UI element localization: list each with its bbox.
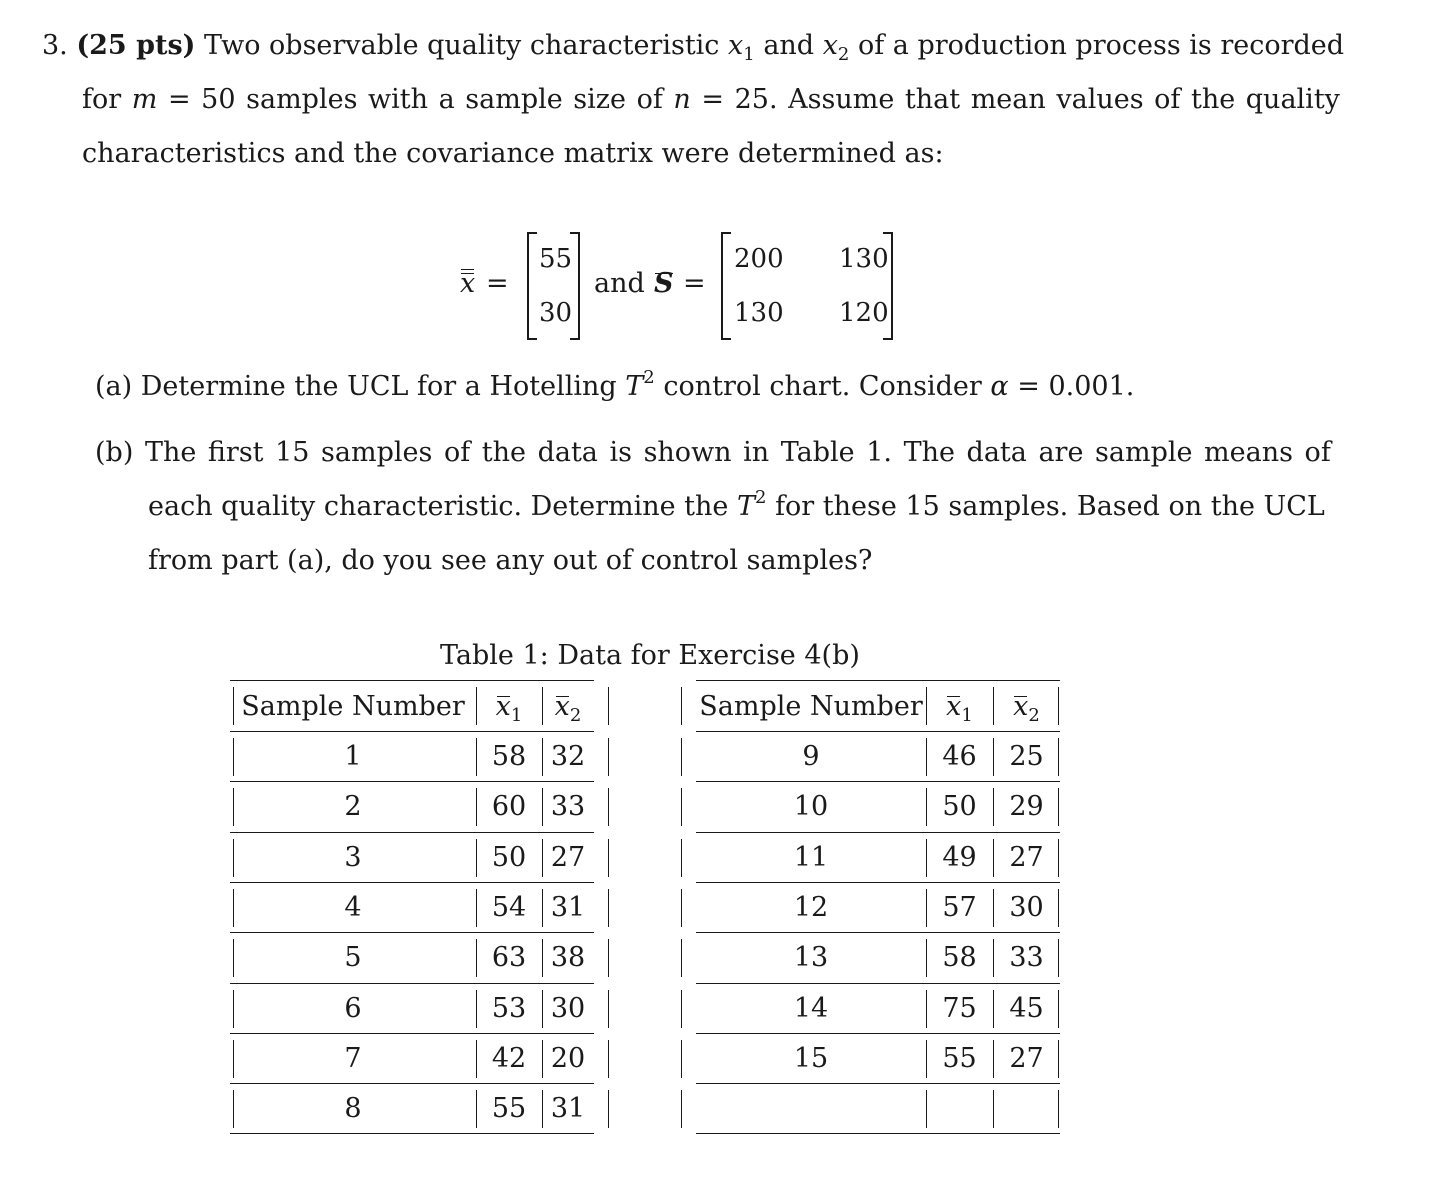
left-cell-x2: 38 (550, 942, 586, 974)
left-row-vline (608, 738, 609, 776)
left-cell-x2: 27 (550, 841, 586, 873)
left-row-vline (608, 839, 609, 877)
right-cell-x1: 46 (942, 741, 977, 772)
left-row-vline (608, 889, 609, 927)
problem-number: 3. (42, 30, 68, 61)
right-header-vline (926, 687, 927, 725)
right-cell-x2: 45 (1009, 992, 1044, 1024)
left-cell-x1: 58 (491, 741, 527, 772)
right-cell-sample-number: 10 (793, 791, 829, 823)
right-row-rule (696, 882, 1060, 883)
problem-line-1: 3. (25 pts) Two observable quality characteristic $x_1$ and $x_2$ of a production process is recorded (42, 30, 1345, 65)
left-row-vline (608, 788, 609, 826)
left-cell-x1: 53 (491, 992, 527, 1024)
right-row-vline (681, 1090, 682, 1128)
problem-points: (25 pts) (76, 30, 196, 61)
left-header-x1: $x_1$ (495, 691, 523, 726)
equals-1: = (486, 268, 509, 299)
mean-value-1: 55 (539, 244, 573, 274)
left-cell-sample-number: 2 (344, 791, 362, 823)
right-cell-x2: 27 (1009, 1042, 1044, 1074)
left-table-top-rule (230, 680, 594, 681)
right-cell-x2: 25 (1009, 741, 1044, 772)
left-cell-x2: 33 (550, 791, 586, 823)
right-table-top-rule (696, 680, 1060, 681)
left-header-vline (476, 687, 477, 725)
left-cell-x1: 50 (491, 841, 527, 873)
left-cell-sample-number: 5 (344, 942, 362, 974)
right-row-vline (681, 939, 682, 977)
right-header-vline (681, 687, 682, 725)
left-row-vline (608, 990, 609, 1028)
left-header-vline (233, 687, 234, 725)
left-cell-x2: 31 (550, 891, 586, 923)
right-row-vline (1058, 1090, 1059, 1128)
right-cell-sample-number: 13 (793, 942, 829, 974)
problem-line-3: characteristics and the covariance matrix were determined as: (82, 138, 944, 169)
left-row-vline (608, 939, 609, 977)
mean-bracket-right (570, 232, 580, 340)
left-cell-sample-number: 4 (344, 891, 362, 923)
right-cell-x2: 27 (1009, 841, 1044, 873)
left-row-vline (608, 1090, 609, 1128)
right-cell-x2: 33 (1009, 942, 1044, 974)
left-cell-x2: 32 (550, 741, 586, 772)
right-row-vline (681, 788, 682, 826)
left-header-x2: $x_2$ (554, 691, 582, 726)
part-b-label: (b) (95, 437, 134, 468)
part-a-label: (a) (95, 371, 133, 402)
left-row-rule (230, 1033, 594, 1034)
left-row-rule (230, 983, 594, 984)
cov-12: 130 (839, 244, 889, 274)
left-cell-x1: 60 (491, 791, 527, 823)
right-row-vline (681, 738, 682, 776)
right-row-vline (681, 889, 682, 927)
right-row-vline (681, 1040, 682, 1078)
right-header-x1: $x_1$ (946, 691, 973, 726)
left-header-vline (542, 687, 543, 725)
cov-bracket-right (883, 232, 893, 340)
left-cell-sample-number: 7 (344, 1042, 362, 1074)
left-header-sample-number: Sample Number (241, 691, 465, 722)
right-cell-x1: 58 (942, 942, 977, 974)
part-b-line-3: from part (a), do you see any out of control samples? (148, 545, 873, 576)
right-row-vline (993, 1090, 994, 1128)
right-header-sample-number: Sample Number (699, 691, 923, 722)
right-cell-sample-number: 14 (793, 992, 829, 1024)
left-cell-sample-number: 8 (344, 1093, 362, 1125)
left-cell-x1: 42 (491, 1042, 527, 1074)
right-cell-sample-number: 9 (802, 741, 820, 772)
table-caption: Table 1: Data for Exercise 4(b) (440, 640, 860, 671)
problem-line-2: for m = 50 samples with a sample size of n = 25. Assume that mean values of the quality (82, 84, 1340, 115)
right-cell-x2: 30 (1009, 891, 1044, 923)
equals-2: = (683, 268, 706, 299)
right-row-vline (681, 839, 682, 877)
right-row-rule (696, 731, 1060, 732)
cov-11: 200 (734, 244, 784, 274)
xbar-label: x (460, 268, 476, 299)
right-row-rule (696, 1083, 1060, 1084)
cov-22: 120 (839, 298, 889, 328)
and-text: and (594, 268, 645, 299)
left-cell-sample-number: 1 (344, 741, 362, 772)
s-label: S (654, 268, 674, 299)
left-row-rule (230, 731, 594, 732)
right-cell-x1: 55 (942, 1042, 977, 1074)
right-cell-sample-number: 12 (793, 891, 829, 923)
right-row-vline (926, 1090, 927, 1128)
part-b-line-1: (b) The first 15 samples of the data is shown in Table 1. The data are sample means of (95, 437, 1331, 468)
right-cell-x1: 57 (942, 891, 977, 923)
right-row-rule (696, 1033, 1060, 1034)
left-cell-x2: 30 (550, 992, 586, 1024)
cov-21: 130 (734, 298, 784, 328)
left-row-rule (230, 832, 594, 833)
left-row-rule (230, 932, 594, 933)
right-header-x2: $x_2$ (1013, 691, 1040, 726)
left-table-bottom-rule (230, 1133, 594, 1134)
part-b-line-2: each quality characteristic. Determine the $T^2$ for these 15 samples. Based on the UCL (148, 487, 1325, 522)
left-cell-x1: 63 (491, 942, 527, 974)
right-cell-x2: 29 (1009, 791, 1044, 823)
left-row-rule (230, 1083, 594, 1084)
right-cell-x1: 75 (942, 992, 977, 1024)
left-cell-x1: 54 (491, 891, 527, 923)
right-header-vline (1058, 687, 1059, 725)
right-row-rule (696, 781, 1060, 782)
left-row-rule (230, 781, 594, 782)
left-header-vline (608, 687, 609, 725)
right-cell-sample-number: 11 (793, 841, 829, 873)
left-cell-sample-number: 3 (344, 841, 362, 873)
left-row-rule (230, 882, 594, 883)
cov-bracket-left (721, 232, 731, 340)
left-cell-x1: 55 (491, 1093, 527, 1125)
mean-bracket-left (527, 232, 537, 340)
right-row-rule (696, 932, 1060, 933)
right-cell-x1: 49 (942, 841, 977, 873)
left-cell-x2: 20 (550, 1042, 586, 1074)
left-cell-x2: 31 (550, 1093, 586, 1125)
right-table-bottom-rule (696, 1133, 1060, 1134)
left-row-vline (608, 1040, 609, 1078)
right-row-rule (696, 832, 1060, 833)
right-cell-sample-number: 15 (793, 1042, 829, 1074)
mean-value-2: 30 (539, 298, 573, 328)
left-cell-sample-number: 6 (344, 992, 362, 1024)
part-a: (a) Determine the UCL for a Hotelling $T^2$ control chart. Consider α = 0.001. (95, 367, 1135, 402)
right-row-vline (681, 990, 682, 1028)
right-header-vline (993, 687, 994, 725)
right-cell-x1: 50 (942, 791, 977, 823)
right-row-rule (696, 983, 1060, 984)
